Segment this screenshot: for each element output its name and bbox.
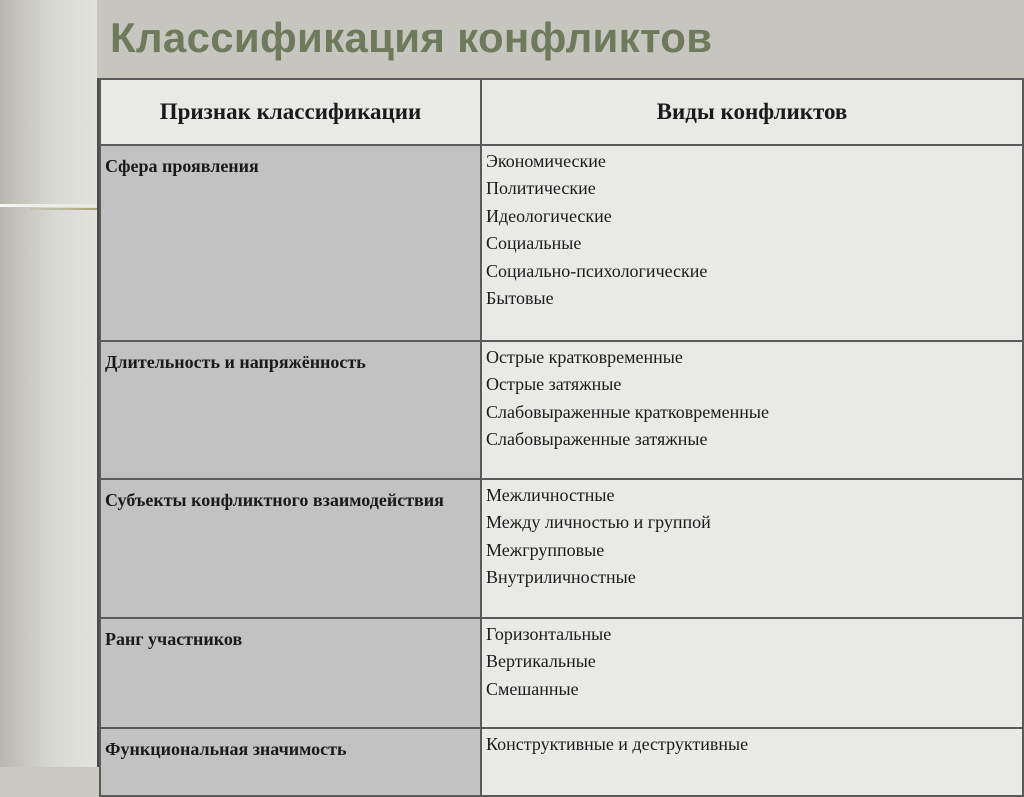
conflict-type: Слабовыраженные затяжные xyxy=(486,429,708,450)
conflict-type: Между личностью и группой xyxy=(486,512,711,533)
left-decorative-strip xyxy=(0,0,97,767)
conflict-type: Экономические xyxy=(486,151,606,171)
conflict-type: Горизонтальные xyxy=(486,624,612,644)
criterion-cell: Функциональная значимость xyxy=(100,728,481,796)
conflict-type: Острые кратковременные xyxy=(486,347,683,367)
types-cell xyxy=(481,728,1023,796)
criterion-cell: Сфера проявления xyxy=(100,145,481,341)
conflict-type: Социальные xyxy=(486,233,582,254)
conflict-type: Социально-психологические xyxy=(486,260,708,281)
conflict-type: Бытовые xyxy=(486,288,554,309)
conflict-type: Конструктивные и деструктивные xyxy=(486,734,749,754)
table-row xyxy=(100,145,1023,341)
criterion-cell: Длительность и напряжённость xyxy=(100,341,481,479)
conflict-type: Вертикальные xyxy=(486,651,596,672)
classification-table-container xyxy=(97,78,1024,767)
conflict-type: Идеологические xyxy=(486,205,612,226)
decorative-line-accent xyxy=(30,208,97,210)
header-types: Виды конфликтов xyxy=(481,79,1023,145)
types-cell xyxy=(481,618,1023,728)
conflict-type: Внутриличностные xyxy=(486,567,636,588)
conflict-type: Слабовыраженные кратковременные xyxy=(486,401,769,422)
table-row xyxy=(100,479,1023,618)
criterion-cell: Ранг участников xyxy=(100,618,481,728)
classification-table xyxy=(99,78,1024,797)
conflict-type: Политические xyxy=(486,178,596,199)
types-cell xyxy=(481,479,1023,618)
conflict-type: Острые затяжные xyxy=(486,374,622,395)
types-cell xyxy=(481,341,1023,479)
table-row xyxy=(100,341,1023,479)
criterion-cell: Субъекты конфликтного взаимодействия xyxy=(100,479,481,618)
table-row xyxy=(100,728,1023,796)
slide-title: Классификация конфликтов xyxy=(110,14,713,61)
conflict-type: Межгрупповые xyxy=(486,539,605,560)
table-header-row xyxy=(100,79,1023,145)
conflict-type: Смешанные xyxy=(486,678,579,699)
conflict-type: Межличностные xyxy=(486,485,615,505)
header-criterion: Признак классификации xyxy=(100,79,481,145)
table-row xyxy=(100,618,1023,728)
decorative-line xyxy=(0,204,97,207)
types-cell xyxy=(481,145,1023,341)
